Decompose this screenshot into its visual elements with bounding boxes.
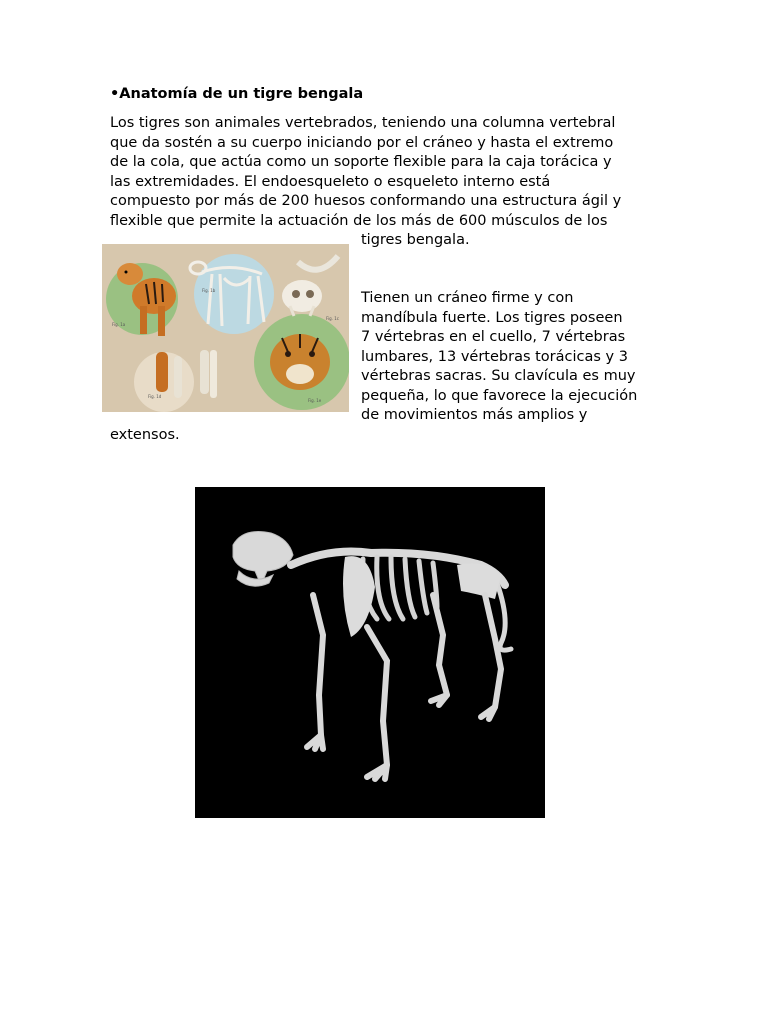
paragraph-line: flexible que permite la actuación de los más de 600 músculos de los [110,212,608,229]
paragraph-line: Tienen un cráneo firme y con [361,290,574,306]
paragraph-line: vértebras sacras. Su clavícula es muy [361,368,636,384]
collage-caption: Fig. 1c [326,316,339,321]
tail-bones [497,583,511,650]
section-heading: •Anatomía de un tigre bengala [110,86,364,102]
collage-caption: Fig. 1d [148,394,162,399]
jaw-bone-illustration [298,256,338,270]
skull-illustration [282,280,322,316]
paragraph-line: que da sostén a su cuerpo iniciando por el cráneo y hasta el extremo [110,134,614,151]
collage-caption: Fig. 1a [112,322,126,327]
collage-caption: Fig. 1b [202,288,216,293]
tiger-skeleton-image [195,487,545,818]
jaw-bone [237,571,273,586]
skeleton-render [195,487,545,818]
paragraph-line: Los tigres son animales vertebrados, teniendo una columna vertebral [110,115,616,131]
paragraph-line: de la cola, que actúa como un soporte flexible para la caja torácica y [110,154,612,170]
paragraph-line: tigres bengala. [361,232,470,248]
paragraph-line: pequeña, lo que favorece la ejecución [361,387,638,404]
tiger-anatomy-collage-image [102,244,349,412]
paragraph-line: lumbares, 13 vértebras torácicas y 3 [361,348,628,365]
collage-caption: Fig. 1e [308,398,322,403]
hind-legs [431,595,501,719]
collage-illustration [102,244,349,412]
paragraph-line: compuesto por más de 200 huesos conformando una estructura ágil y [110,193,622,209]
paragraph-line: extensos. [110,427,180,443]
paragraph-line: 7 vértebras en el cuello, 7 vértebras [361,329,626,345]
paragraph-line: mandíbula fuerte. Los tigres poseen [361,309,623,326]
paragraph-line: de movimientos más amplios y [361,407,588,423]
front-legs [307,595,387,779]
paragraph-line: las extremidades. El endoesqueleto o esqueleto interno está [110,173,551,190]
scapula-bone [343,556,375,637]
tiger-head-figure [270,334,330,390]
